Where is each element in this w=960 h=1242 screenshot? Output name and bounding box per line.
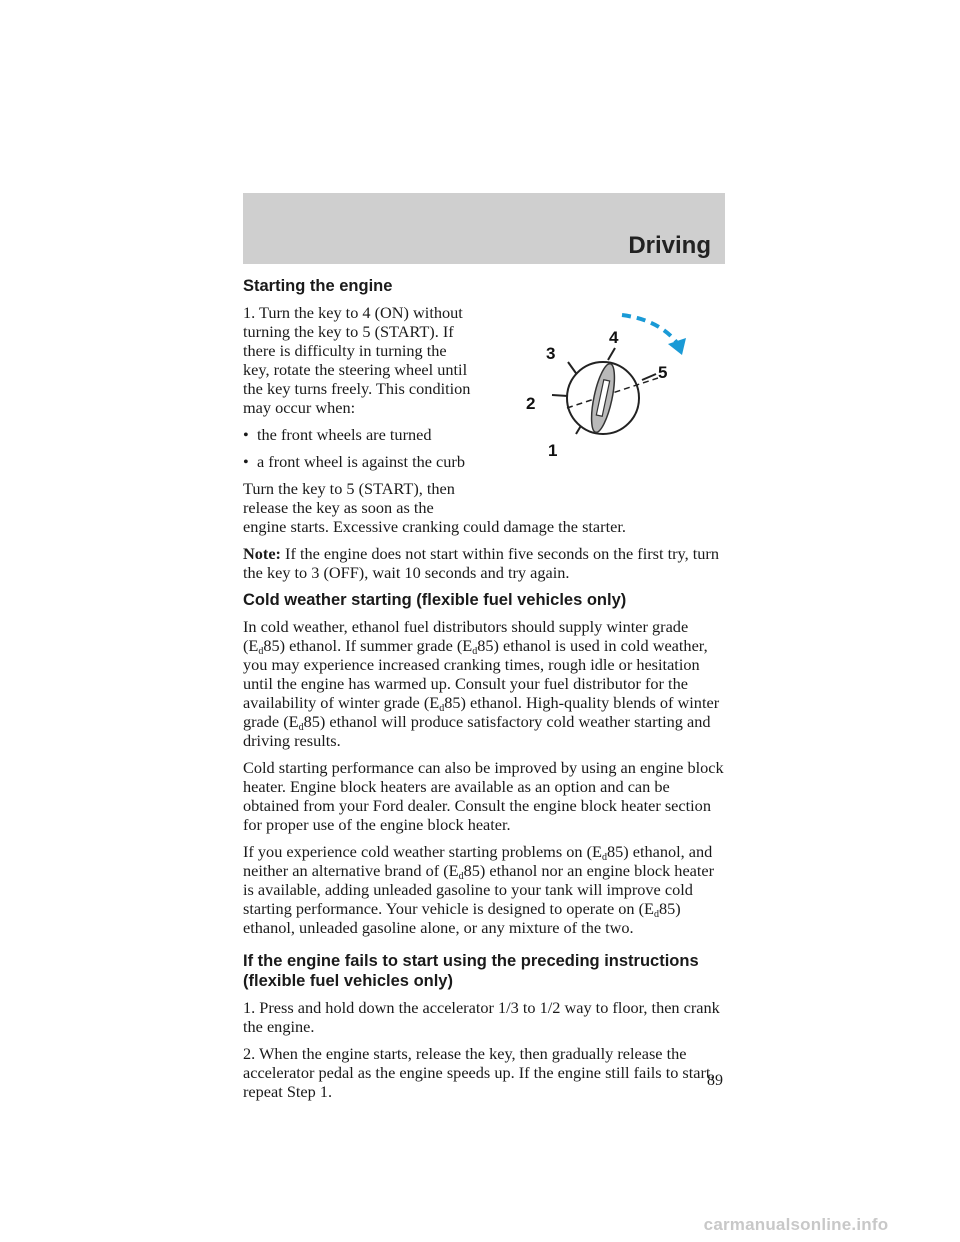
bullet-icon: • [243, 452, 249, 471]
section-header-band [243, 193, 725, 264]
note-text: If the engine does not start within five seconds on the first try, turn the key to 3 (OFF), wait 10 seconds and try again. [243, 544, 719, 582]
list-item [243, 452, 475, 471]
fail-step-1: 1. Press and hold down the accelerator 1/3 to 1/2 way to floor, then crank the engine. [243, 998, 720, 1036]
diagram-label-2: 2 [526, 394, 536, 413]
heading-cold-weather: Cold weather starting (flexible fuel vehicles only) [243, 591, 627, 609]
diagram-label-5: 5 [658, 363, 668, 382]
watermark: carmanualsonline.info [703, 1215, 889, 1234]
section-title: Driving [628, 232, 711, 259]
diagram-label-3: 3 [546, 344, 556, 363]
page-number: 89 [707, 1072, 723, 1089]
fail-step-2: 2. When the engine starts, release the key, then gradually release the accelerator pedal as the engine speeds up. If the engine still fails to start, repeat Step 1. [243, 1044, 715, 1101]
step-1-text: 1. Turn the key to 4 (ON) without turning the key to 5 (START). If there is difficulty in turning the key, rotate the steering wheel until the key turns freely. This condition may occur when: [243, 303, 471, 417]
page-content [243, 276, 728, 1109]
cold-weather-paragraph-2: Cold starting performance can also be improved by using an engine block heater. Engine block heaters are available as an option and can be obtained from your Ford dealer. Consult the engine block heater section for proper use of the engine block heater. [243, 758, 724, 834]
cold-weather-paragraph-3: If you experience cold weather starting problems on $(E_d85)$ ethanol, and neither an alternative brand of $(E_d85)$ ethanol nor an engine block heater is available, adding unleaded gasoline to your tank will improve cold starting performance. Your vehicle is designed to operate on $(E_d85)$ ethanol, unleaded gasoline alone, or any mixture of the two. [243, 842, 715, 937]
heading-fails-to-start: If the engine fails to start using the preceding instructions (flexible fuel vehicles only) [243, 952, 699, 990]
diagram-label-1: 1 [548, 441, 558, 460]
bullet-icon: • [243, 425, 249, 444]
note-paragraph [243, 544, 728, 582]
heading-starting-engine: Starting the engine [243, 277, 393, 295]
list-item [243, 425, 475, 444]
start-paragraph-part2: engine starts. Excessive cranking could damage the starter. [243, 517, 626, 536]
cold-weather-paragraph-1: In cold weather, ethanol fuel distributors should supply winter grade $(E_d85)$ ethanol. If summer grade $(E_d85)$ ethanol is used in cold weather, you may experience increased cranking times, rough idle or hesitation until the engine has warmed up. Consult your fuel distributor for the availability of winter grade $(E_d85)$ ethanol. High-quality blends of winter grade $(E_d85)$ ethanol will produce satisfactory cold weather starting and driving results. [243, 617, 720, 750]
diagram-label-4: 4 [609, 328, 619, 347]
bullet-text: a front wheel is against the curb [257, 452, 465, 471]
bullet-text: the front wheels are turned [257, 425, 432, 444]
note-label: Note: [243, 544, 281, 563]
start-paragraph-part1: Turn the key to 5 (START), then release the key as soon as the [243, 479, 455, 517]
